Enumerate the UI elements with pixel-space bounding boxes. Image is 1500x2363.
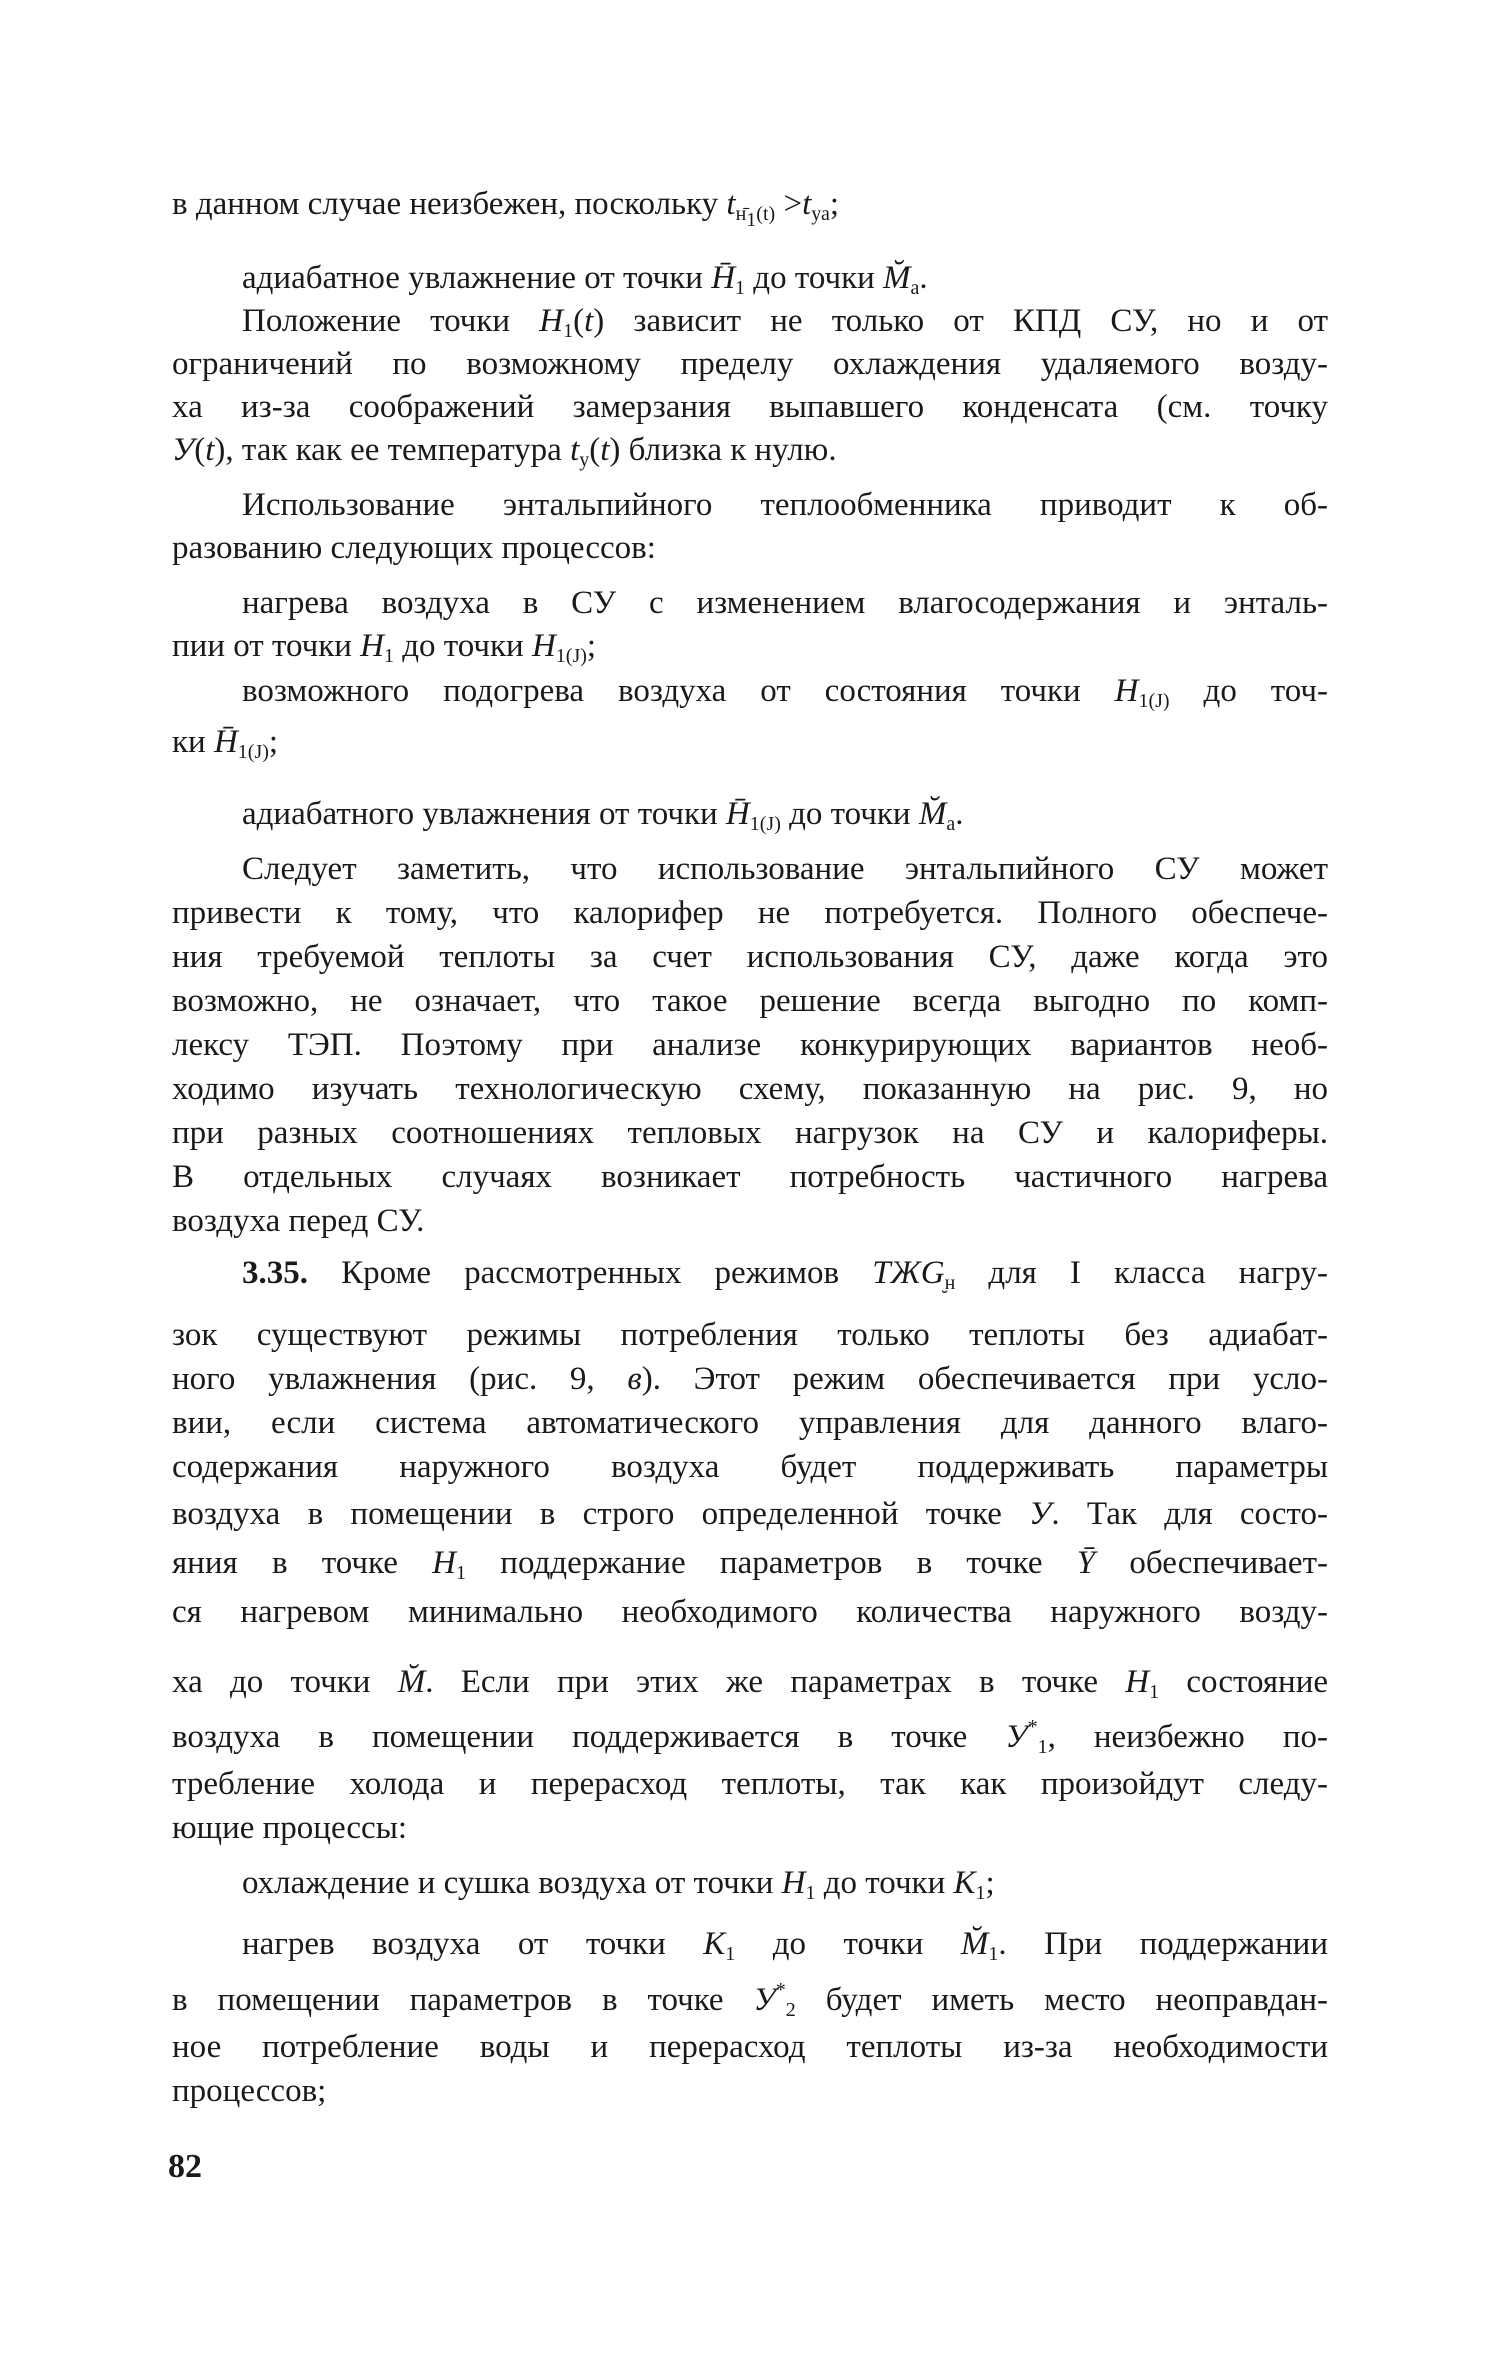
text-line: привести к тому, что калорифер не потребуется. Полного обеспече- bbox=[172, 895, 1328, 931]
text-line: в данном случае неизбежен, поскольку $t_{н̄_1(t)} >t_{уа}$; bbox=[172, 186, 840, 231]
text-line: ки $H̄_{1(J)}$; bbox=[172, 724, 279, 763]
text-line: адиабатное увлажнение от точки $H̄_1$ до точки $M̆_а$. bbox=[242, 260, 928, 299]
text-line: охлаждение и сушка воздуха от точки $H_1$ до точки $K_1$; bbox=[242, 1865, 995, 1904]
text-line: ния требуемой теплоты за счет использования СУ, даже когда это bbox=[172, 939, 1328, 975]
text-line: пии от точки $H_1$ до точки $H_{1(J)}$; bbox=[172, 628, 597, 667]
text-line: вии, если система автоматического управления для данного влаго- bbox=[172, 1405, 1328, 1441]
text-line: ходимо изучать технологическую схему, показанную на рис. 9, но bbox=[172, 1071, 1328, 1107]
text-line: Положение точки $H_1(t)$ зависит не только от КПД СУ, но и от bbox=[242, 303, 1328, 342]
text-line: процессов; bbox=[172, 2073, 327, 2109]
text-line: возможного подогрева воздуха от состояния точки $H_{1(J)}$ до точ- bbox=[242, 673, 1328, 712]
text-line: лексу ТЭП. Поэтому при анализе конкурирующих вариантов необ- bbox=[172, 1027, 1328, 1063]
text-line: нагрев воздуха от точки $K_1$ до точки $M̆_1$. При поддержании bbox=[242, 1926, 1329, 1965]
text-line: возможно, не означает, что такое решение всегда выгодно по комп- bbox=[172, 983, 1328, 1019]
text-line: зок существуют режимы потребления только теплоты без адиабат- bbox=[172, 1317, 1328, 1353]
text-line: Следует заметить, что использование энтальпийного СУ может bbox=[242, 851, 1328, 887]
text-line: ное потребление воды и перерасход теплоты из-за необходимости bbox=[172, 2029, 1328, 2065]
text-line: ограничений по возможному пределу охлаждения удаляемого возду- bbox=[172, 346, 1328, 382]
page-number: 82 bbox=[168, 2148, 202, 2185]
text-line: ха до точки M̆. Если при этих же параметрах в точке $H_1$ состояние bbox=[172, 1664, 1328, 1703]
text-line: У(t), так как ее температура $t_у(t)$ близка к нулю. bbox=[172, 432, 837, 471]
text-line: воздуха в помещении в строго определенной точке У. Так для состо- bbox=[172, 1496, 1328, 1532]
text-line: Использование энтальпийного теплообменника приводит к об- bbox=[242, 487, 1328, 523]
text-line: разованию следующих процессов: bbox=[172, 530, 656, 566]
text-line: ного увлажнения (рис. 9, в). Этот режим обеспечивается при усло- bbox=[172, 1361, 1328, 1397]
text-line: при разных соотношениях тепловых нагрузок на СУ и калориферы. bbox=[172, 1115, 1328, 1151]
text-line: ющие процессы: bbox=[172, 1810, 408, 1846]
text-line: воздуха перед СУ. bbox=[172, 1203, 425, 1239]
text-line: ха из-за соображений замерзания выпавшего конденсата (см. точку bbox=[172, 389, 1328, 425]
text-line: адиабатного увлажнения от точки $H̄_{1(J)}$ до точки $M̆_а$. bbox=[242, 796, 964, 835]
text-line: в помещении параметров в точке $У^*_2$ будет иметь место неоправдан- bbox=[172, 1979, 1328, 2021]
text-line: воздуха в помещении поддерживается в точке $У^*_1$, неизбежно по- bbox=[172, 1716, 1328, 1758]
text-line: 3.35. Кроме рассмотренных режимов $ТЖG_{̮н}$ для I класса нагру- bbox=[242, 1255, 1328, 1294]
text-line: содержания наружного воздуха будет поддерживать параметры bbox=[172, 1449, 1328, 1485]
text-line: В отдельных случаях возникает потребность частичного нагрева bbox=[172, 1159, 1328, 1195]
text-line: требление холода и перерасход теплоты, так как произойдут следу- bbox=[172, 1766, 1328, 1802]
text-line: нагрева воздуха в СУ с изменением влагосодержания и энталь- bbox=[242, 585, 1328, 621]
text-line: яния в точке $H_1$ поддержание параметров в точке Ȳ обеспечивает- bbox=[172, 1545, 1328, 1584]
text-line: ся нагревом минимально необходимого количества наружного возду- bbox=[172, 1594, 1328, 1630]
